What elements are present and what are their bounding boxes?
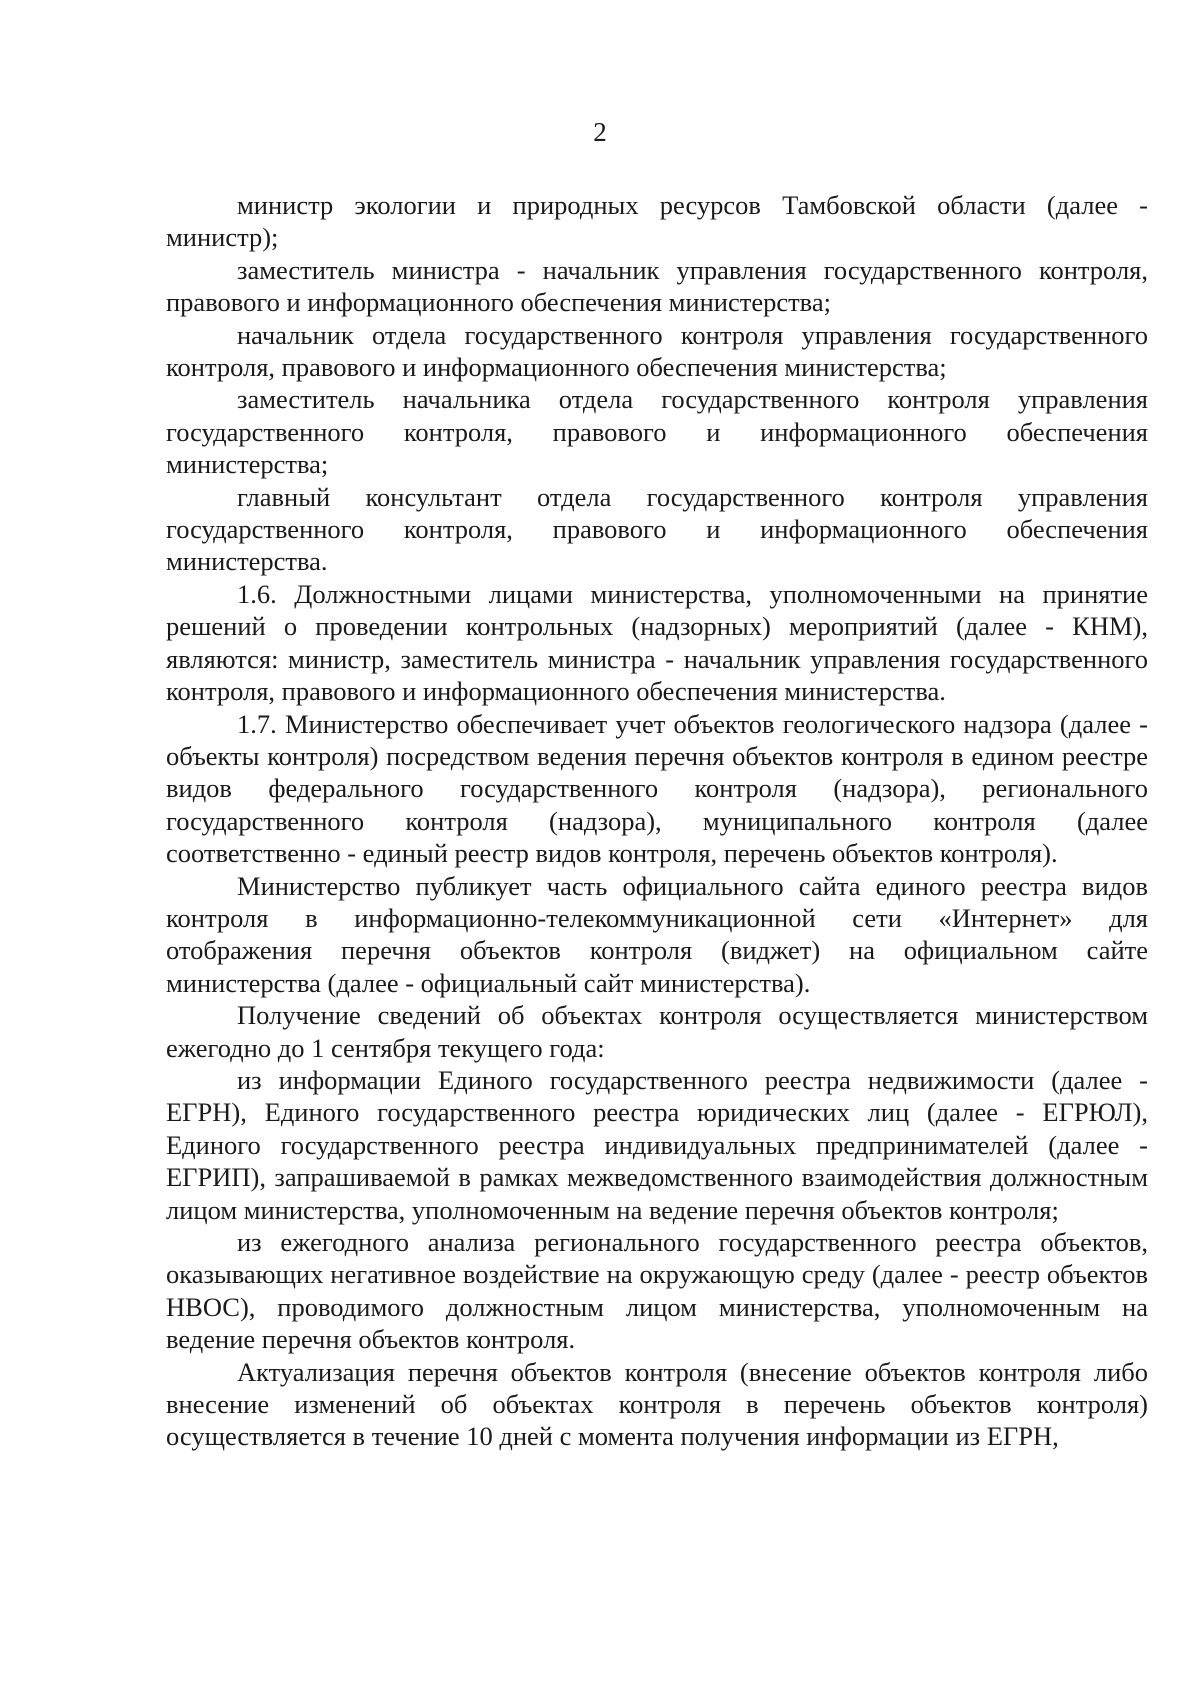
paragraph-widget-publication: Министерство публикует часть официального сайта единого реестра видов контроля в информационно-телекоммуникационной сети «Интернет» для отображения перечня объектов контроля (виджет) на официальном сайте министерства (далее - официальный сайт министерства).	[166, 870, 1148, 998]
paragraph-nvos-source: из ежегодного анализа регионального государственного реестра объектов, оказывающих негативное воздействие на окружающую среду (далее - реестр объектов НВОС), проводимого должностным лицом министерства, уполномоченным на ведение перечня объектов контроля.	[166, 1227, 1148, 1355]
paragraph-department-head: начальник отдела государственного контроля управления государственного контроля, правового и информационного обеспечения министерства;	[166, 319, 1148, 383]
paragraph-1-6: 1.6. Должностными лицами министерства, уполномоченными на принятие решений о проведении контрольных (надзорных) мероприятий (далее - КНМ), являются: министр, заместитель министра - начальник управления государственного контроля, правового и информационного обеспечения министерства.	[166, 578, 1148, 707]
paragraph-deputy-department-head: заместитель начальника отдела государственного контроля управления государственного контроля, правового и информационного обеспечения министерства;	[166, 384, 1148, 480]
page-number: 2	[593, 117, 607, 147]
paragraph-egrn-source: из информации Единого государственного реестра недвижимости (далее - ЕГРН), Единого государственного реестра юридических лиц (далее - ЕГРЮЛ), Единого государственного реестра индивидуальных предпринимателей (далее - ЕГРИП), запрашиваемой в рамках межведомственного взаимодействия должностным лицом министерства, уполномоченным на ведение перечня объектов контроля;	[166, 1064, 1148, 1225]
paragraph-deputy-minister: заместитель министра - начальник управления государственного контроля, правового и информационного обеспечения министерства;	[166, 254, 1148, 318]
document-body	[166, 189, 1148, 1453]
paragraph-minister: министр экологии и природных ресурсов Тамбовской области (далее - министр);	[166, 190, 1148, 253]
paragraph-chief-consultant: главный консультант отдела государственного контроля управления государственного контроля, правового и информационного обеспечения министерства.	[166, 481, 1148, 577]
paragraph-data-receipt: Получение сведений об объектах контроля осуществляется министерством ежегодно до 1 сентября текущего года:	[166, 1000, 1148, 1063]
paragraph-actualization: Актуализация перечня объектов контроля (внесение объектов контроля либо внесение изменений об объектах контроля в перечень объектов контроля) осуществляется в течение 10 дней с момента получения информации из ЕГРН,	[166, 1356, 1148, 1452]
paragraph-1-7: 1.7. Министерство обеспечивает учет объектов геологического надзора (далее - объекты контроля) посредством ведения перечня объектов контроля в едином реестре видов федерального государственного контроля (надзора), регионального государственного контроля (надзора), муниципального контроля (далее соответственно - единый реестр видов контроля, перечень объектов контроля).	[166, 708, 1148, 869]
